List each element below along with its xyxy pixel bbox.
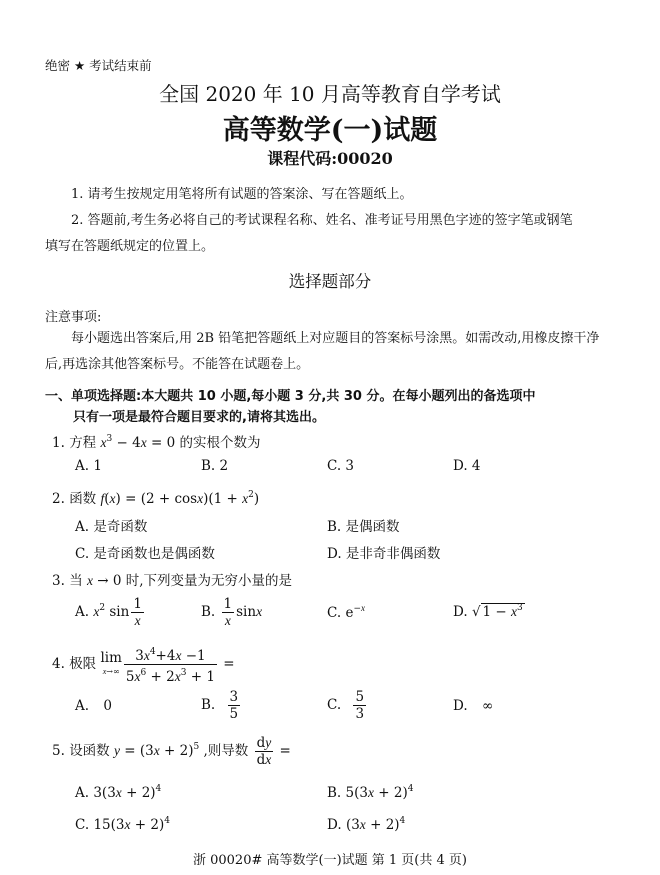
notes-body: 每小题选出答案后,用 2B 铅笔把答题纸上对应题目的答案标号涂黑。如需改动,用橡皮擦干净后,再选涂其他答案标号。不能答在试题卷上。 [45,331,600,372]
option-label: D. [453,698,468,714]
part-one-header [45,386,535,428]
option-formula: √ $1 - x^3$ [471,603,523,620]
option-a [75,784,161,801]
option-b: B. 2 [201,458,229,474]
option-c [327,689,368,722]
option-c: C. 3 [327,458,355,474]
option-b [201,689,242,722]
part-one-line1: 一、单项选择题:本大题共 10 小题,每小题 3 分,共 30 分。在每小题列出的备选项中 [45,389,536,404]
formula: $\frac{dy}{dx}$ = [256,735,291,768]
question-stem: 的实根个数为 [179,435,261,451]
option-a [75,698,112,714]
course-code: 课程代码:00020 [267,149,393,168]
option-d [453,603,525,620]
option-label: A. [75,785,90,801]
option-d: D. 4 [453,458,481,474]
part-one-line2: 只有一项是最符合题目要求的,请将其选出。 [73,410,325,425]
option-formula: $e^{-x}$ [345,603,365,621]
option-c [327,603,365,621]
question-number: 4. [52,656,65,672]
question-5 [52,735,291,768]
option-d: D. 是非奇非偶函数 [327,546,441,562]
option-formula: $15(3x + 2)^4$ [93,816,170,833]
option-label: A. [75,604,90,620]
option-b: B. 是偶函数 [327,519,400,535]
option-label: C. [327,605,342,621]
question-stem: 极限 [69,656,97,672]
question-1 [52,431,260,451]
option-b [327,784,413,801]
option-formula: $x^2$ sin $\frac{1}{x}$ [93,596,142,628]
section-title: 选择题部分 [288,272,372,291]
formula: lim x→∞ $\frac{3x^4+4x -1}{5x^6 + 2x^3 + 1}$ = [100,656,234,672]
option-label: D. [453,604,468,620]
question-3 [52,569,292,589]
question-number: 2. [52,491,65,507]
confidential-mark: 绝密 ★ 考试结束前 [45,58,152,73]
option-label: A. [75,698,90,714]
option-formula: $\frac{3}{5}$ [229,689,239,722]
option-formula: $\frac{5}{3}$ [355,689,365,722]
option-formula: $\frac{1}{x}$ sinx [223,596,263,628]
question-2 [52,487,259,507]
option-formula: $3(3x + 2)^4$ [93,784,162,801]
instruction-1: 1. 请考生按规定用笔将所有试题的答案涂、写在答题纸上。 [71,187,413,202]
question-number: 3. [52,573,65,589]
question-stem: 设函数 [69,743,110,759]
notes-title: 注意事项: [45,310,102,325]
formula: $x^3 - 4x = 0$ [100,434,176,451]
option-label: C. [327,697,342,713]
option-a: A. 1 [75,458,102,474]
instruction-2-cont: 填写在答题纸规定的位置上。 [45,239,215,254]
option-label: B. [201,697,216,713]
formula: $y = (3x + 2)^5$ [113,742,200,759]
option-c: C. 是奇函数也是偶函数 [75,546,215,562]
exam-title: 全国 2020 年 10 月高等教育自学考试 [159,82,501,106]
question-stem: ,则导数 [203,743,249,759]
question-4 [52,644,235,685]
option-b [201,596,262,629]
option-formula: $5(3x + 2)^4$ [345,784,414,801]
subject-title: 高等数学(一)试题 [222,115,438,146]
option-value: 0 [103,698,112,714]
option-label: B. [327,785,342,801]
question-stem: 当 [69,573,83,589]
page-footer: 浙 00020# 高等数学(一)试题 第 1 页(共 4 页) [192,853,467,868]
instruction-2: 2. 答题前,考生务必将自己的考试课程名称、姓名、准考证号用黑色字迹的签字笔或钢笔 [71,213,573,228]
option-label: C. [75,817,90,833]
formula: x → 0 [86,573,122,589]
question-number: 5. [52,743,65,759]
option-value: ∞ [481,698,494,714]
option-d [327,816,405,833]
question-stem: 方程 [69,435,97,451]
option-d [453,698,493,714]
option-c [75,816,170,833]
option-label: D. [327,817,342,833]
question-number: 1. [52,435,65,451]
option-label: B. [201,604,216,620]
question-stem: 函数 [69,491,97,507]
option-a [75,596,146,629]
option-a: A. 是奇函数 [75,519,148,535]
option-formula: $(3x + 2)^4$ [345,816,406,833]
formula: $f(x) = (2 + \cos x)(1 + x^2)$ [100,490,260,507]
question-stem: 时,下列变量为无穷小量的是 [125,573,293,589]
